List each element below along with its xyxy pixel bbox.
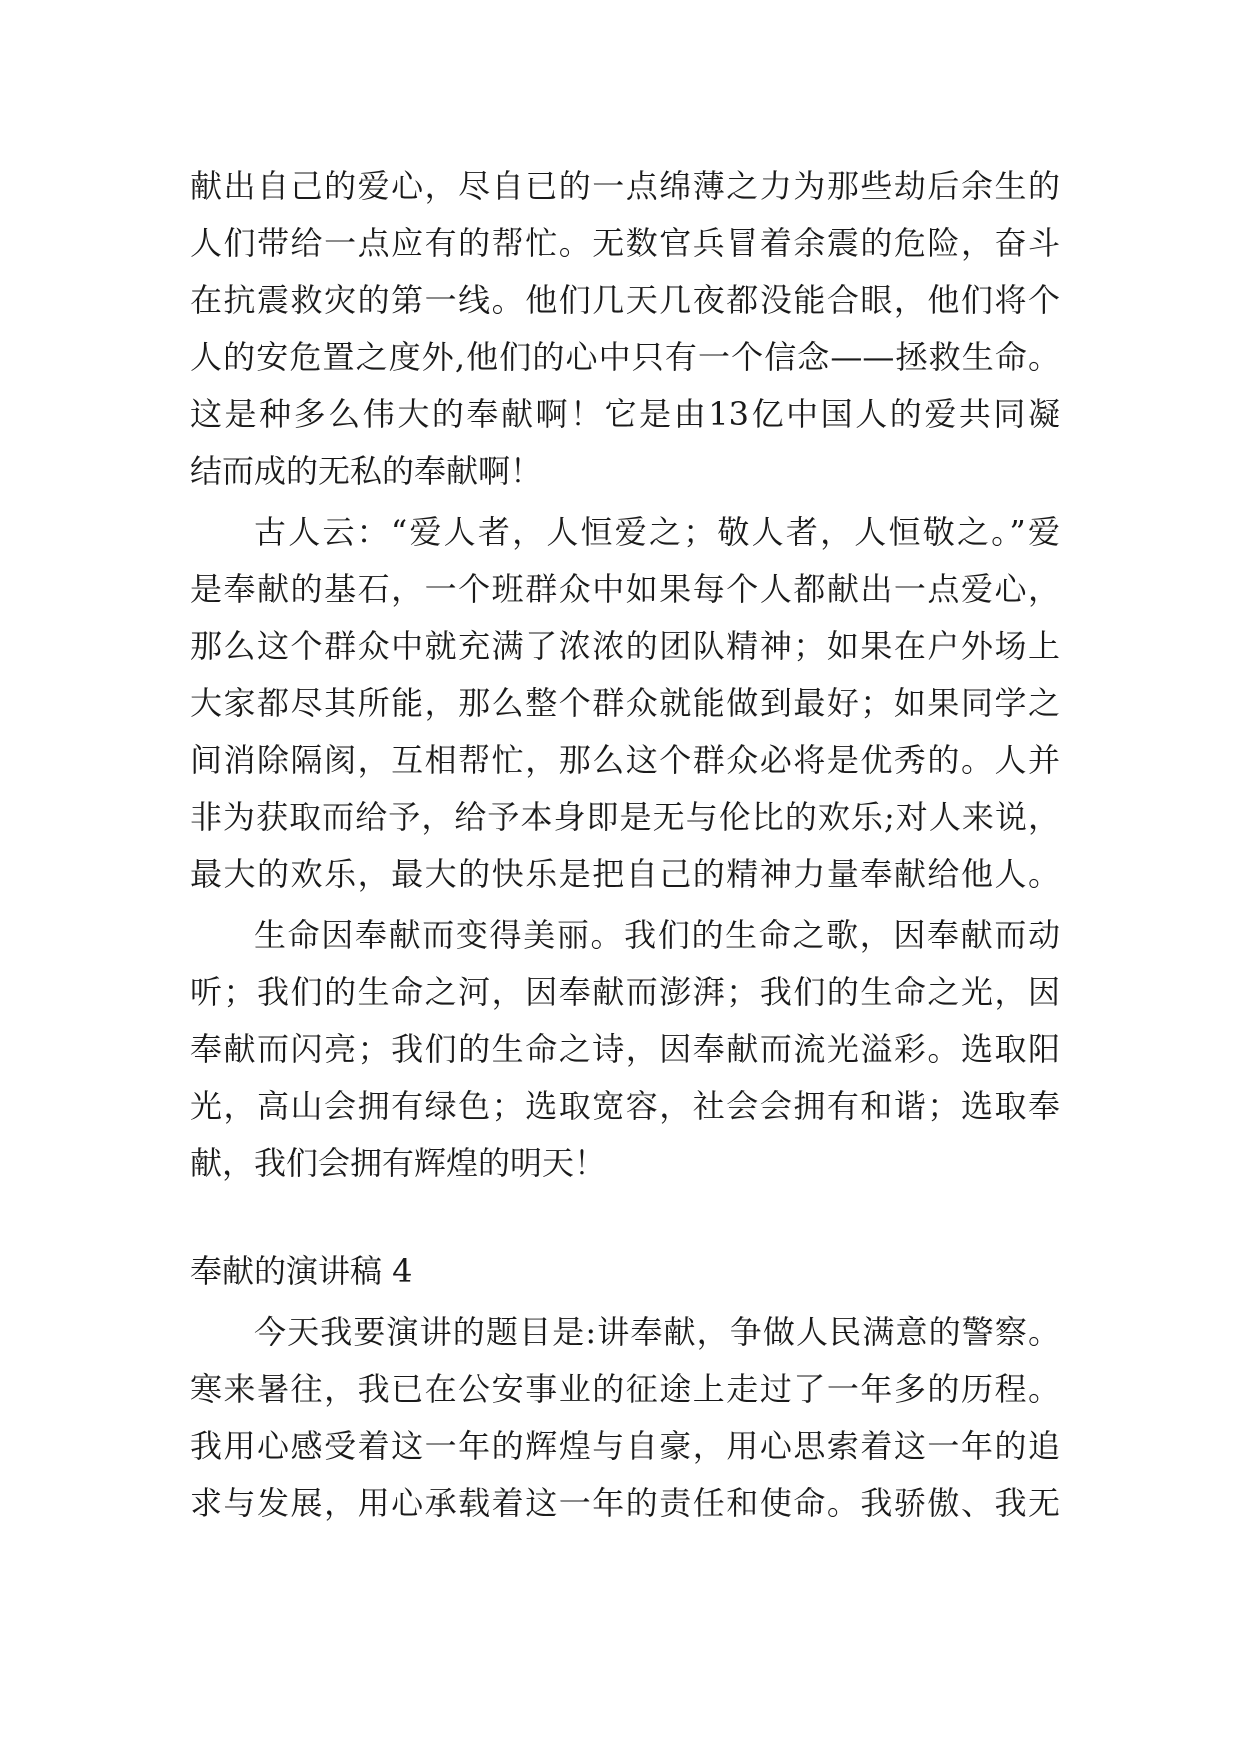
text-line: 人的安危置之度外,他们的心中只有一个信念——拯救生命。	[190, 338, 1060, 376]
text-line: 生命因奉献而变得美丽。我们的生命之歌，因奉献而动	[254, 916, 1060, 954]
text-line: 那么这个群众中就充满了浓浓的团队精神；如果在户外场上	[190, 627, 1060, 665]
text-line: 大家都尽其所能，那么整个群众就能做到最好；如果同学之	[190, 684, 1060, 722]
text-line: 间消除隔阂，互相帮忙，那么这个群众必将是优秀的。人并	[190, 741, 1060, 779]
text-line: 结而成的无私的奉献啊！	[190, 452, 543, 490]
text-line: 在抗震救灾的第一线。他们几天几夜都没能合眼，他们将个	[190, 281, 1060, 319]
text-line: 献出自己的爱心，尽自已的一点绵薄之力为那些劫后余生的	[190, 167, 1060, 205]
text-line: 求与发展，用心承载着这一年的责任和使命。我骄傲、我无	[190, 1484, 1060, 1522]
text-line: 听；我们的生命之河，因奉献而澎湃；我们的生命之光，因	[190, 973, 1060, 1011]
text-line: 献，我们会拥有辉煌的明天！	[190, 1144, 607, 1182]
text-line: 最大的欢乐，最大的快乐是把自己的精神力量奉献给他人。	[190, 855, 1060, 893]
text-line: 这是种多么伟大的奉献啊！它是由13亿中国人的爱共同凝	[190, 395, 1060, 433]
text-line: 寒来暑往，我已在公安事业的征途上走过了一年多的历程。	[190, 1370, 1060, 1408]
text-line: 我用心感受着这一年的辉煌与自豪，用心思索着这一年的追	[190, 1427, 1060, 1465]
text-line: 奉献而闪亮；我们的生命之诗，因奉献而流光溢彩。选取阳	[190, 1030, 1060, 1068]
text-line: 非为获取而给予，给予本身即是无与伦比的欢乐;对人来说，	[190, 798, 1060, 836]
text-line: 古人云：“爱人者，人恒爱之；敬人者，人恒敬之。”爱	[254, 513, 1060, 551]
text-line: 是奉献的基石，一个班群众中如果每个人都献出一点爱心，	[190, 570, 1060, 608]
section-heading: 奉献的演讲稿 4	[190, 1252, 413, 1290]
text-line: 人们带给一点应有的帮忙。无数官兵冒着余震的危险，奋斗	[190, 224, 1060, 262]
text-line: 今天我要演讲的题目是:讲奉献，争做人民满意的警察。	[254, 1313, 1060, 1351]
text-line: 光，高山会拥有绿色；选取宽容，社会会拥有和谐；选取奉	[190, 1087, 1060, 1125]
